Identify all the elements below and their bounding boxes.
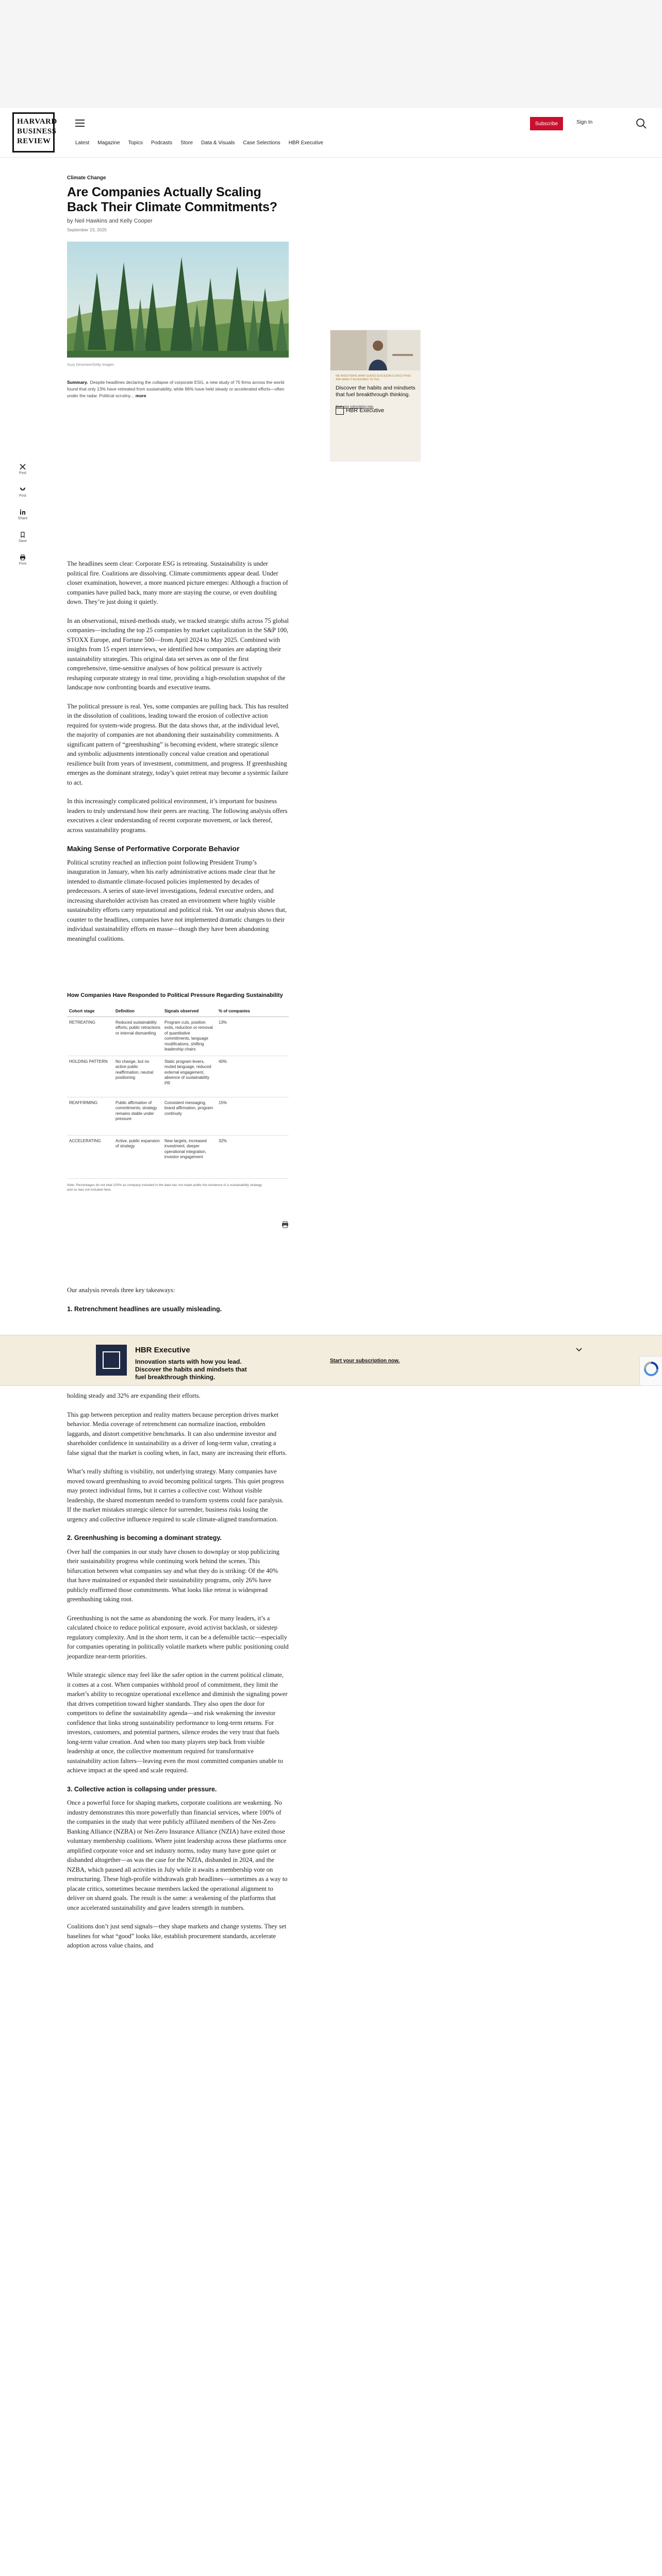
x-icon bbox=[20, 464, 26, 470]
share-bluesky[interactable]: Post bbox=[19, 486, 26, 498]
ad-photo bbox=[330, 330, 421, 370]
table-print-icon[interactable] bbox=[282, 1221, 289, 1228]
ad-subscribe-link[interactable]: Start your subscription now. bbox=[336, 405, 374, 409]
image-credit: Suzy Dinsmoor/Getty Images bbox=[67, 363, 114, 367]
nav-topics[interactable]: Topics bbox=[128, 140, 143, 146]
nav-data-visuals[interactable]: Data & Visuals bbox=[201, 140, 235, 146]
hero-image bbox=[67, 242, 289, 358]
banner-heading: HBR Executive bbox=[135, 1346, 190, 1354]
share-save[interactable]: Save bbox=[19, 532, 27, 543]
paragraph: Greenhushing is not the same as abandoning the work. For many leaders, it’s a calculated choice to reduce political exposure, avoid activist backlash, or sidestep regulatory complexity. And in the short term, it can be a defensible tactic—especially for companies operating in politically volatile markets where public positioning could jeopardize near-term priorities. bbox=[67, 1614, 289, 1660]
sidebar-ad[interactable] bbox=[330, 330, 421, 462]
banner-subscribe-link[interactable]: Start your subscription now. bbox=[330, 1358, 400, 1364]
hbr-executive-banner bbox=[0, 1335, 662, 1386]
table-row: REAFFIRMING Public affirmation of commitments; strategy remains stable under pressure Consistent messaging, brand affirmation, program continuity 15% bbox=[67, 1097, 289, 1135]
share-linkedin[interactable]: Share bbox=[18, 509, 28, 520]
paragraph: Coalitions don’t just send signals—they shape markets and change systems. They set baselines for what “good” looks like, establish procurement standards, accelerate adoption across value chains, and bbox=[67, 1923, 287, 1949]
search-icon[interactable] bbox=[634, 116, 649, 131]
paragraph: Political scrutiny reached an inflection point following President Trump’s inauguration in January, when his early administrative actions made clear that he intended to dismantle climate-focused policies implemented by decades of predecessors. A series of state-level investigations, federal executive orders, and increasing shareholder activism has created an environment where highly visible sustainability efforts carry reputational and political risk. Yet our analysis shows that, counter to the headlines, companies have not implemented dramatic changes to their individual sustainability efforts en masse—though they have been abandoning meaningful coalitions. bbox=[67, 858, 287, 942]
paragraph: In an observational, mixed-methods study, we tracked strategic shifts across 75 global companies—including the top 25 companies by market capitalization in the S&P 100, STOXX Europe, and Fortune 500—from April 2024 to May 2025. Combined with insights from 15 expert interviews, we identified how companies are adapting their sustainability strategies. This original data set serves as one of the first comprehensive, time-sensitive analyses of how political pressure is actively reshaping corporate strategy in real time, providing a high-resolution snapshot of the landscape now confronting boards and executive teams. bbox=[67, 617, 289, 691]
table-header-row: Cohort stage Definition Signals observed % of companies bbox=[67, 1007, 289, 1016]
nav-hbr-executive[interactable]: HBR Executive bbox=[288, 140, 323, 146]
menu-icon[interactable] bbox=[75, 120, 85, 128]
table-note: Note: Percentages do not total 100% as company included in the data has not made public the existence of a sustainability strategy and so was not included here. bbox=[67, 1183, 262, 1192]
paragraph: While strategic silence may feel like the safer option in the current political climate, it comes at a cost. When companies withhold proof of commitment, they limit the market’s ability to recognize operational excellence and diminish the signaling power that drives competition toward higher standards. They also open the door for competitors to define the sustainability agenda—and risk weakening the investor confidence that links strong sustainability performance to long-term returns. For investors, customers, and potential partners, silence erodes the very trust that fuels long-term value creation. And when too many players step back from visible leadership at once, the collective momentum required for transformative sustainability action falters—leaving even the most committed companies unable to achieve impact at the speed and scale required. bbox=[67, 1671, 288, 1774]
summary-more-button[interactable]: more bbox=[135, 393, 146, 398]
bookmark-icon bbox=[20, 532, 26, 538]
top-blank-area bbox=[0, 0, 662, 108]
bluesky-icon bbox=[20, 486, 26, 493]
banner-text: Innovation starts with how you lead. Discover the habits and mindsets that fuel breakthrough thinking. bbox=[135, 1358, 247, 1381]
sign-in-link[interactable]: Sign In bbox=[576, 120, 593, 125]
paragraph: What’s really shifting is visibility, not underlying strategy. Many companies have moved toward greenhushing to avoid becoming political targets. This quiet progress may protect individual firms, but it carries a collective cost: Without visible leadership, the shared momentum needed to transform systems could face paralysis. If the market mistakes strategic silence for surrender, business risks losing the urgency and collective influence required to scale climate-aligned transformation. bbox=[67, 1468, 284, 1523]
main-nav bbox=[75, 140, 323, 146]
publish-date: September 23, 2025 bbox=[67, 227, 107, 232]
hbr-logo[interactable]: HARVARD BUSINESS REVIEW bbox=[12, 112, 55, 152]
takeaway-heading: 3. Collective action is collapsing under pressure. bbox=[67, 1785, 217, 1793]
article-header bbox=[67, 175, 289, 399]
ad-brand: HBR Executive bbox=[336, 406, 384, 415]
ad-headline: Discover the habits and mindsets that fuel breakthrough thinking. bbox=[336, 385, 416, 398]
article-body-1 bbox=[67, 559, 289, 953]
article-body-3 bbox=[67, 1391, 289, 1960]
table-row: HOLDING PATTERN No change, but no active public reaffirmation, neutral positioning Static program levers, muted language, reduced external engagement, absence of sustainability PR 40% bbox=[67, 1056, 289, 1097]
paragraph: Over half the companies in our study have chosen to downplay or stop publicizing their sustainability progress while continuing work behind the scenes. This bifurcation between what companies say and what they do is striking: Of the 40% that have maintained or expanded their sustainability programs, only 26% have publicly reaffirmed those commitments. What looks like retreat is widespread greenhushing taking root. bbox=[67, 1548, 280, 1603]
topic-link[interactable]: Climate Change bbox=[67, 175, 106, 181]
paragraph: Our analysis reveals three key takeaways: bbox=[67, 1286, 175, 1294]
table-row: RETREATING Reduced sustainability efforts; public retractions or internal dismantling Program cuts, position exits, reduction or removal of quantitative commitments, language modifications, shifting leadership chairs 13% bbox=[67, 1016, 289, 1056]
nav-podcasts[interactable]: Podcasts bbox=[151, 140, 173, 146]
hbr-executive-logo bbox=[96, 1345, 127, 1376]
print-icon bbox=[20, 554, 26, 561]
takeaway-heading: 1. Retrenchment headlines are usually misleading. bbox=[67, 1305, 222, 1313]
ad-kicker: WE INVESTIGATE WHAT GUIDES SUCCESSFUL EXECUTIVES AND MAKE IT ACCESSIBLE TO YOU. bbox=[336, 375, 411, 381]
site-header bbox=[0, 108, 662, 158]
paragraph: holding steady and 32% are expanding their efforts. bbox=[67, 1392, 201, 1399]
hbr-mini-logo bbox=[336, 406, 344, 415]
nav-store[interactable]: Store bbox=[180, 140, 193, 146]
nav-case-selections[interactable]: Case Selections bbox=[243, 140, 280, 146]
nav-magazine[interactable]: Magazine bbox=[97, 140, 120, 146]
author-links[interactable]: Neil Hawkins and Kelly Cooper bbox=[74, 218, 153, 224]
article-title: Are Companies Actually Scaling Back Their Climate Commitments? bbox=[67, 185, 277, 214]
paragraph: The headlines seem clear: Corporate ESG is retreating. Sustainability is under political fire. Coalitions are dissolving. Climate commitments appear dead. Under closer examination, however, a more nuanced picture emerges: Although a fraction of companies have pulled back, many more are staying the course, or even doubling down. They’re just doing it quietly. bbox=[67, 560, 288, 605]
chevron-down-icon[interactable] bbox=[575, 1346, 583, 1353]
paragraph: Once a powerful force for shaping markets, corporate coalitions are weakening. No industry demonstrates this more powerfully than financial services, where 100% of the companies in the study that were publicly affiliated members of the Net-Zero Banking Alliance (NZBA) or Net-Zero Insurance Alliance (NZIA) have exited those voluntary membership coalitions. Where joint leadership across these platforms once amplified corporate voice and set industry norms, today many have gone quiet or disbanded altogether—as was the case for the NZIA, disbanded in 2024, and the NZBA, which paused all activities in July while it awaits a membership vote on restructuring. These high-profile withdrawals grab headlines—sometimes as a way to placate critics, sometimes because members lacked the operational alignment to deliver on shared goals. The result is the same: a weakening of the platforms that once accelerated sustainability and gave leaders strength in numbers. bbox=[67, 1799, 288, 1911]
paragraph: The political pressure is real. Yes, some companies are pulling back. This has resulted in the dissolution of coalitions, leading toward the erosion of collective action required for system-wide progress. But the data shows that, at the individual level, the majority of companies are not abandoning their sustainability commitments. A significant pattern of “greenhushing” is becoming evident, where strategic silence and symbolic adjustments intentionally conceal value creation and operational resilience built from years of investment, commitment, and progress. If greenhushing emerges as the dominant strategy, today’s quiet retreat may become a systemic failure to act. bbox=[67, 702, 289, 786]
takeaway-heading: 2. Greenhushing is becoming a dominant strategy. bbox=[67, 1534, 222, 1541]
share-x[interactable]: Post bbox=[19, 464, 26, 475]
nav-latest[interactable]: Latest bbox=[75, 140, 90, 146]
table-title: How Companies Have Responded to Political Pressure Regarding Sustainability bbox=[67, 992, 283, 998]
paragraph: This gap between perception and reality matters because perception drives market behavior. Media coverage of retrenchment can normalize inaction, embolden laggards, and distort competitive benchmarks. It can also undermine investor and shareholder confidence in sustainability as a driver of long-term value, creating a false signal that the market is cooling when, in fact, many are increasing their efforts. bbox=[67, 1411, 287, 1456]
subscribe-button[interactable]: Subscribe bbox=[530, 117, 563, 130]
byline: by Neil Hawkins and Kelly Cooper bbox=[67, 218, 153, 224]
cohort-table bbox=[67, 1007, 289, 1179]
linkedin-icon bbox=[20, 509, 26, 515]
share-print[interactable]: Print bbox=[19, 554, 26, 566]
cohort-table-section bbox=[67, 992, 289, 1192]
recaptcha-icon bbox=[640, 1357, 662, 1386]
section-heading: Making Sense of Performative Corporate Behavior bbox=[67, 844, 240, 853]
table-row: ACCELERATING Active, public expansion of strategy New targets, increased investment, deeper operational integration, investor engagement 32% bbox=[67, 1135, 289, 1178]
article-summary: Summary. Despite headlines declaring the collapse of corporate ESG, a new study of 75 firms across the world found that only 13% have retreated from sustainability, while 86% have held steady or accelerated efforts—often under the radar. Political scrutiny... more bbox=[67, 380, 285, 398]
recaptcha-badge[interactable] bbox=[639, 1356, 662, 1386]
article-body-2 bbox=[67, 1285, 289, 1318]
share-rail bbox=[15, 464, 30, 566]
paragraph: In this increasingly complicated political environment, it’s important for business leaders to truly understand how their peers are reacting. The following analysis offers executives a clear understanding of recent corporate movement, or lack thereof, across sustainability programs. bbox=[67, 798, 288, 834]
